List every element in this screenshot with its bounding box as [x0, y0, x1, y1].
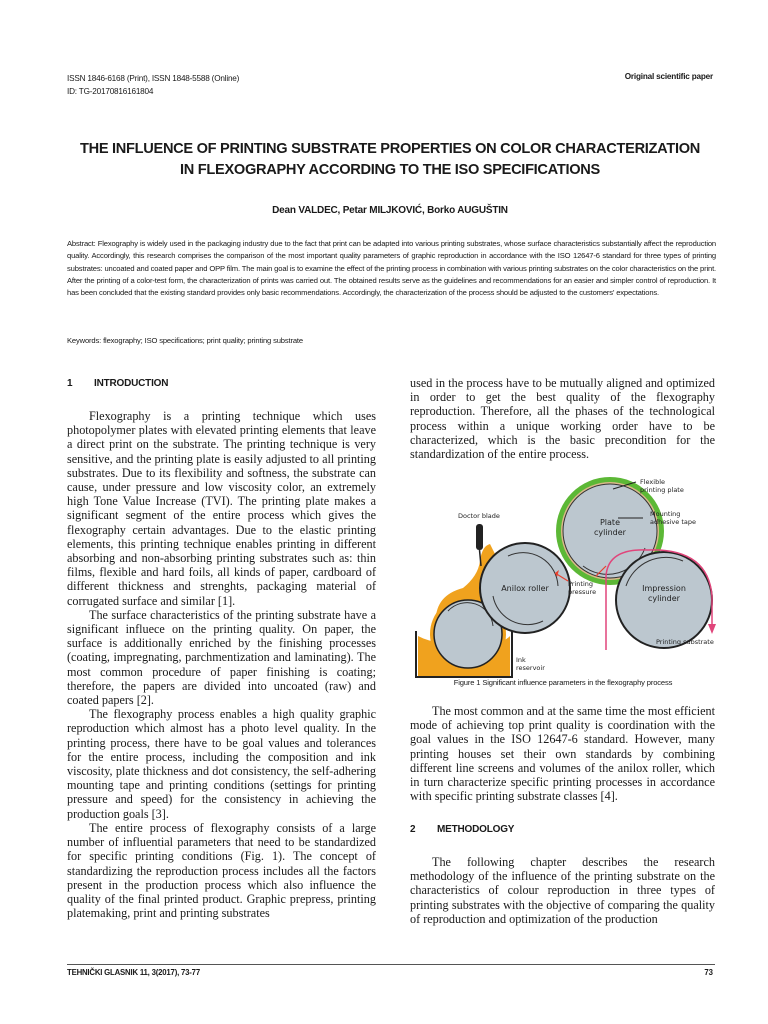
- section-number: 1: [67, 378, 73, 389]
- svg-text:Printing substrate: Printing substrate: [656, 638, 714, 646]
- footer-divider: [67, 964, 715, 965]
- svg-text:Mounting: Mounting: [650, 510, 681, 518]
- paper-type-label: Original scientific paper: [624, 72, 713, 81]
- right-column-continuation: [410, 376, 715, 461]
- abstract-text: Flexography is widely used in the packaging industry due to the fact that print can be adapted into various printing substrates, whose surface characteristics substantially affect the reproduction quality. Accordingly, this research comprises the comparison of the most important quality parameters of graphic reproduction in accordance with the ISO 12647-6 standard for three types of printing substrates: uncoated and coated paper and OPP film. The main goal is to examine the effect of the printing process in combination with various printing substrates on the color characteristics on the print. After the printing of a color-test form, the characterization of prints was carried out. The obtained results serve as the guidelines and recommendations for an easier and simpler control of reproduction. It has been concluded that the existing standard provides only basic recommendations. Accordingly, the characterization of the process should be adjusted to the customers' expectations.: [67, 239, 717, 298]
- figure-flexography-process: [408, 476, 718, 681]
- paper-title: [60, 139, 720, 181]
- svg-text:Printing: Printing: [568, 580, 594, 588]
- document-id: ID: TG-20170816161804: [67, 87, 154, 96]
- svg-text:printing plate: printing plate: [640, 486, 684, 494]
- section-heading-introduction: [67, 378, 168, 389]
- section-number: 2: [410, 824, 416, 835]
- svg-text:Impression: Impression: [642, 584, 686, 593]
- svg-text:adhesive tape: adhesive tape: [650, 518, 696, 526]
- abstract: [67, 238, 716, 299]
- right-column-after-figure: [410, 704, 715, 803]
- methodology-paragraph-1: The following chapter describes the research methodology of the influence of the printing substrate on the characteristics of colour reproduction in three types of printing substrates with the objective of comparing the quality of reproduction and optimization of the production: [410, 855, 715, 926]
- flexography-diagram: [408, 476, 718, 681]
- intro-paragraph-after-figure: The most common and at the same time the most efficient mode of achieving top print quality is coordination with the goal values in the ISO 12647-6 standard. However, many printing houses set their own standards by combining different line screens and volumes of the anilox roller, which in turn characterize specific printing processes in accordance with specific printing substrate classes [4].: [410, 704, 715, 804]
- keywords-label: Keywords:: [67, 336, 102, 345]
- svg-text:pressure: pressure: [568, 588, 597, 596]
- svg-text:Plate: Plate: [599, 518, 621, 527]
- intro-paragraph-3: The flexography process enables a high quality graphic reproduction which almost has a photo level quality. In the printing process, there have to be goal values and tolerances for the entire process, including the composition and ink viscosity, plate thickness and dot consistency, the self-adhering mounting tape and printing conditions (settings for printing pressure and speed) for the consistency in achieving the production goals [3].: [67, 707, 376, 821]
- svg-text:reservoir: reservoir: [516, 664, 545, 672]
- section-title: METHODOLOGY: [437, 824, 515, 835]
- doctor-blade: [476, 524, 483, 550]
- intro-paragraph-2: The surface characteristics of the printing substrate have a significant influece on the printing quality. On paper, the surface is additionally enriched by the finishing processes (coating, impregnating, parchmentization and laminating). The most common procedure of paper finishing is coating; therefore, the papers are divided into uncoated (raw) and coated papers [2].: [67, 607, 376, 708]
- intro-paragraph-4: The entire process of flexography consists of a large number of influential parameters that need to be standardized for specific printing conditions (Fig. 1). The concept of standardizing the reproduction process includes all the factors present in the production process which also influence the quality of the final printed product. Graphic prepress, printing platemaking, print and printing substrates: [67, 820, 376, 921]
- intro-paragraph-1: Flexography is a printing technique which uses photopolymer plates with elevated printing elements that leave a direct print on the substrate. The printing technique is very sensitive, and the printing plate is easily adjusted to all printing substrates. Due to its flexibility and softness, the substrate can cause, under pressure and low viscosity color, an extremely high Tone Value Increase (TVI). The printing plate makes a significant segment of the entire process which gives the flexography certain advantages. Due to the elastic printing elements, this printing technique enables printing in different absorbing and non-absorbing printing substrates such as: thin films, flexible and hard foils, all kinds of paper, cardboard of different thickness and strenghts, packaging material of corrugated surface and similar [1].: [67, 409, 376, 608]
- svg-text:Flexible: Flexible: [640, 478, 666, 486]
- svg-text:Anilox roller: Anilox roller: [501, 584, 549, 593]
- title-line-1: THE INFLUENCE OF PRINTING SUBSTRATE PROPERTIES ON COLOR CHARACTERIZATION: [80, 141, 700, 157]
- methodology-body: [410, 855, 715, 926]
- left-column-body: [67, 409, 376, 920]
- footer-journal-citation: TEHNIČKI GLASNIK 11, 3(2017), 73-77: [67, 968, 200, 977]
- title-line-2: IN FLEXOGRAPHY ACCORDING TO THE ISO SPECIFICATIONS: [180, 162, 600, 178]
- keywords: [67, 336, 303, 345]
- label-doctor-blade: Doctor blade: [458, 512, 500, 520]
- issn-line: ISSN 1846-6168 (Print), ISSN 1848-5588 (Online): [67, 74, 240, 83]
- intro-continuation: used in the process have to be mutually aligned and optimized in order to get the best quality of the flexography reproduction. Therefore, all the phases of the technological process within a unique working order have to be characterized, which is the basic precondition for the standardization of the entire process.: [410, 376, 715, 462]
- figure-caption: Figure 1 Significant influence parameters in the flexography process: [453, 678, 673, 687]
- keywords-text: flexography; ISO specifications; print quality; printing substrate: [103, 336, 303, 345]
- svg-text:cylinder: cylinder: [594, 528, 626, 537]
- journal-issn-block: [67, 72, 239, 98]
- section-heading-methodology: [410, 824, 514, 835]
- svg-text:cylinder: cylinder: [648, 594, 680, 603]
- section-title: INTRODUCTION: [94, 378, 169, 389]
- page-number: 73: [704, 968, 713, 977]
- author-list: Dean VALDEC, Petar MILJKOVIĆ, Borko AUGUŠTIN: [272, 205, 508, 216]
- abstract-label: Abstract:: [67, 239, 96, 248]
- svg-text:Ink: Ink: [516, 656, 526, 664]
